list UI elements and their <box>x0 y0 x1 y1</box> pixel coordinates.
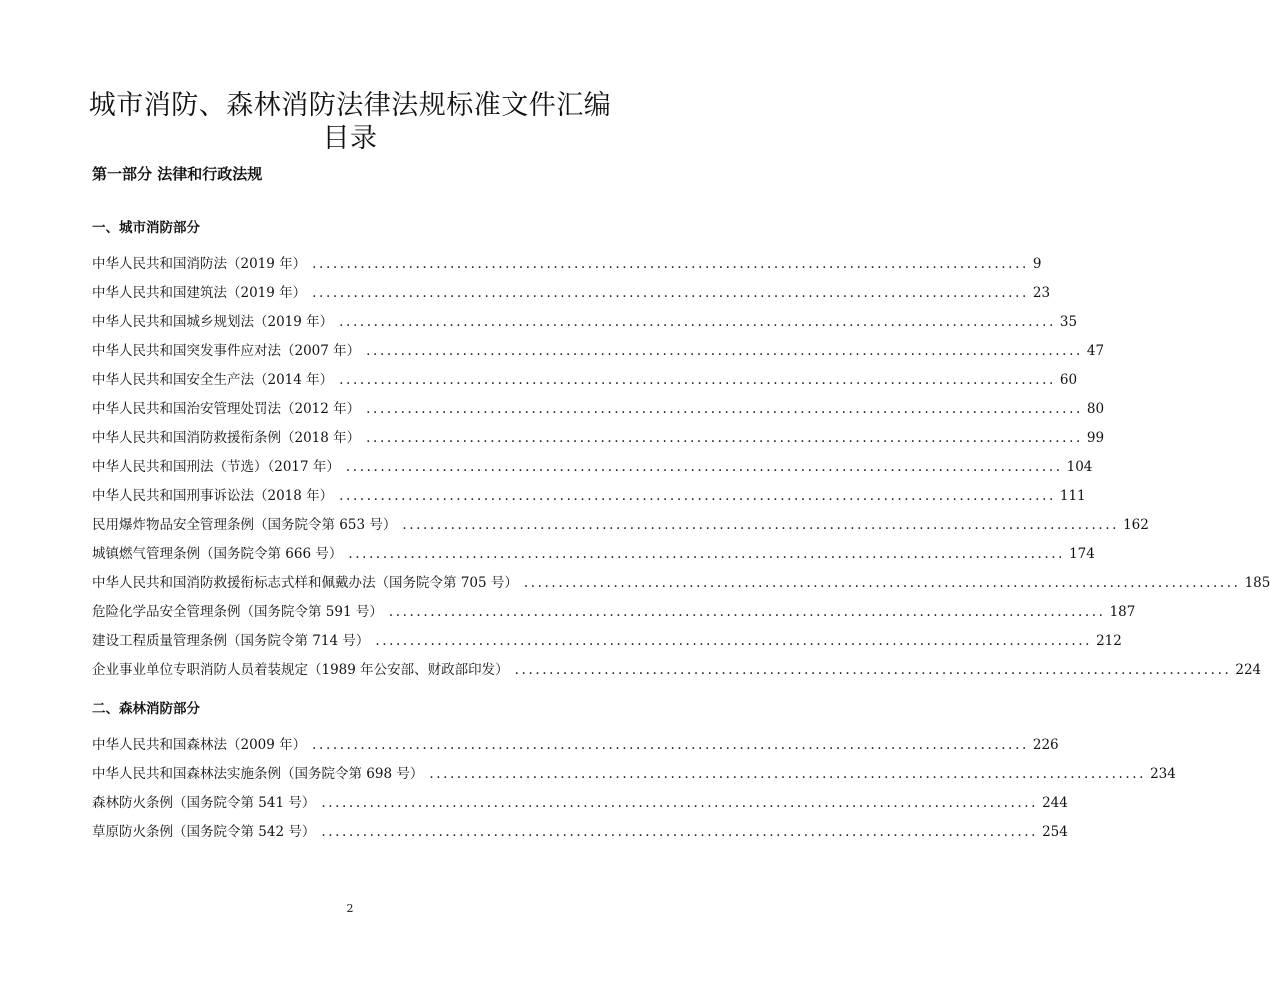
toc-entry <box>92 313 1078 331</box>
toc-leader-dots: ........................................................................................................ <box>312 285 1029 301</box>
toc-leader-dots: ........................................................................................................ <box>339 314 1056 330</box>
toc-entry <box>92 661 1262 679</box>
toc-entry-page: 60 <box>1059 372 1078 388</box>
toc-entry <box>92 400 1105 418</box>
toc-entry-title: 中华人民共和国安全生产法（2014 年） <box>92 372 334 388</box>
toc-entry-page: 224 <box>1235 662 1262 678</box>
toc-entry-page: 234 <box>1150 766 1176 782</box>
toc-entry-page: 35 <box>1059 314 1078 330</box>
page-number: 2 <box>346 902 354 915</box>
toc-entry-title: 中华人民共和国刑法（节选）（2017 年） <box>92 459 340 475</box>
toc-entry-title: 中华人民共和国建筑法（2019 年） <box>92 285 307 301</box>
toc-entry-page: 185 <box>1244 575 1270 591</box>
toc-leader-dots: ........................................................................................................ <box>312 256 1029 272</box>
toc-entry-page: 174 <box>1069 546 1095 562</box>
toc-entry <box>92 574 1270 592</box>
toc-entry-title: 中华人民共和国城乡规划法（2019 年） <box>92 314 334 330</box>
toc-entry-page: 254 <box>1042 824 1068 840</box>
toc-entry-title: 中华人民共和国森林法实施条例（国务院令第 698 号） <box>92 766 424 782</box>
toc-heading: 目录 <box>322 123 378 154</box>
toc-entry <box>92 545 1095 563</box>
toc-entry-page: 9 <box>1032 256 1042 272</box>
toc-entry-title: 草原防火条例（国务院令第 542 号） <box>92 824 316 840</box>
toc-leader-dots: ........................................................................................................ <box>339 372 1056 388</box>
toc-entry-page: 226 <box>1032 737 1059 753</box>
toc-leader-dots: ........................................................................................................ <box>339 488 1056 504</box>
toc-entry <box>92 736 1059 754</box>
toc-entry-page: 111 <box>1059 488 1086 504</box>
toc-leader-dots: ........................................................................................................ <box>388 604 1106 620</box>
toc-entry-title: 城镇燃气管理条例（国务院令第 666 号） <box>92 546 343 562</box>
toc-leader-dots: ........................................................................................................ <box>366 343 1083 359</box>
toc-leader-dots: ........................................................................................................ <box>348 546 1066 562</box>
toc-entry-page: 80 <box>1086 401 1105 417</box>
toc-leader-dots: ........................................................................................................ <box>375 633 1093 649</box>
toc-entry <box>92 255 1042 273</box>
toc-entry-title: 企业事业单位专职消防人员着装规定（1989 年公安部、财政部印发） <box>92 662 509 678</box>
toc-leader-dots: ........................................................................................................ <box>429 766 1147 782</box>
toc-entry <box>92 458 1093 476</box>
toc-entry-page: 23 <box>1032 285 1051 301</box>
toc-leader-dots: ........................................................................................................ <box>523 575 1241 591</box>
toc-entry-title: 中华人民共和国消防法（2019 年） <box>92 256 307 272</box>
toc-entry-page: 212 <box>1096 633 1122 649</box>
toc-entry-page: 244 <box>1042 795 1068 811</box>
toc-entry-page: 99 <box>1086 430 1105 446</box>
toc-leader-dots: ........................................................................................................ <box>321 795 1039 811</box>
document-title: 城市消防、森林消防法律法规标准文件汇编 <box>88 90 612 121</box>
toc-entry-page: 162 <box>1123 517 1149 533</box>
toc-entry-title: 森林防火条例（国务院令第 541 号） <box>92 795 316 811</box>
toc-entry-page: 104 <box>1066 459 1093 475</box>
toc-leader-dots: ........................................................................................................ <box>402 517 1120 533</box>
toc-entry-title: 中华人民共和国消防救援衔条例（2018 年） <box>92 430 361 446</box>
part-heading: 第一部分 法律和行政法规 <box>92 165 263 183</box>
toc-entry-title: 中华人民共和国突发事件应对法（2007 年） <box>92 343 361 359</box>
toc-entry-title: 建设工程质量管理条例（国务院令第 714 号） <box>92 633 370 649</box>
toc-entry <box>92 487 1086 505</box>
toc-entry <box>92 371 1078 389</box>
toc-entry <box>92 765 1176 783</box>
toc-entry <box>92 823 1068 841</box>
toc-entry <box>92 632 1122 650</box>
toc-entry <box>92 516 1149 534</box>
toc-entry-title: 中华人民共和国刑事诉讼法（2018 年） <box>92 488 334 504</box>
toc-entry-title: 危险化学品安全管理条例（国务院令第 591 号） <box>92 604 383 620</box>
toc-entry-page: 187 <box>1109 604 1136 620</box>
toc-entry-title: 中华人民共和国消防救援衔标志式样和佩戴办法（国务院令第 705 号） <box>92 575 518 591</box>
toc-leader-dots: ........................................................................................................ <box>366 401 1083 417</box>
toc-entry-page: 47 <box>1086 343 1105 359</box>
toc-entry <box>92 284 1051 302</box>
toc-entry-title: 民用爆炸物品安全管理条例（国务院令第 653 号） <box>92 517 397 533</box>
toc-entry <box>92 429 1105 447</box>
section-heading: 二、森林消防部分 <box>92 701 200 717</box>
toc-entry <box>92 603 1136 621</box>
toc-entry-title: 中华人民共和国森林法（2009 年） <box>92 737 307 753</box>
toc-leader-dots: ........................................................................................................ <box>321 824 1039 840</box>
toc-leader-dots: ........................................................................................................ <box>312 737 1029 753</box>
toc-leader-dots: ........................................................................................................ <box>366 430 1083 446</box>
toc-entry-title: 中华人民共和国治安管理处罚法（2012 年） <box>92 401 361 417</box>
toc-leader-dots: ........................................................................................................ <box>514 662 1232 678</box>
toc-entry <box>92 794 1068 812</box>
section-heading: 一、城市消防部分 <box>92 220 200 236</box>
toc-leader-dots: ........................................................................................................ <box>345 459 1063 475</box>
toc-entry <box>92 342 1105 360</box>
